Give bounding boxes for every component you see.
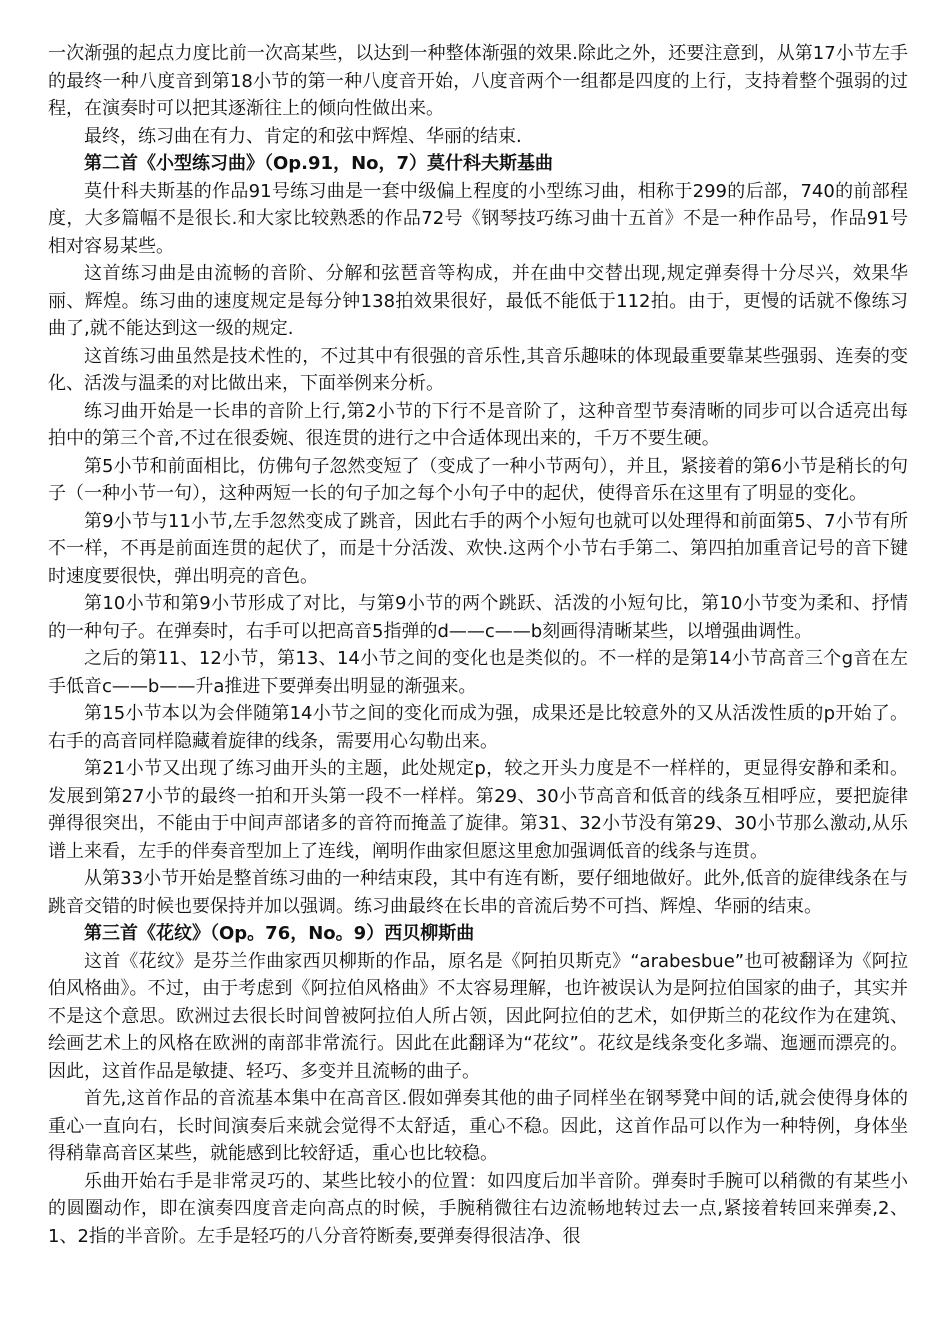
paragraph-bar-33-ending: 从第33小节开始是整首练习曲的一种结束段，其中有连有断，要仔细地做好。此外,低音的旋律线条在与跳音交错的时候也要保持并加以强调。练习曲最终在长串的音流后势不可挡、辉煌、华丽的结束。 bbox=[48, 868, 908, 917]
paragraph-bar-5-6: 第5小节和前面相比，仿佛句子忽然变短了（变成了一种小节两句），并且，紧接着的第6小节是稍长的句子（一种小节一句），这种两短一长的句子加之每个小句子中的起伏，使得音乐在这里有了明显的变化。 bbox=[48, 455, 908, 504]
section-heading-etude-2: 第二首《小型练习曲》（Op.91，No，7）莫什科夫斯基曲 bbox=[84, 153, 554, 174]
document-page bbox=[48, 40, 908, 1250]
section-heading-etude-3: 第三首《花纹》（Op。76，No。9）西贝柳斯曲 bbox=[84, 923, 475, 944]
paragraph-bar-15: 第15小节本以为会伴随第14小节之间的变化而成为强，成果还是比较意外的又从活泼性质的p开始了。右手的高音同样隐藏着旋律的线条，需要用心勾勒出来。 bbox=[48, 703, 908, 752]
paragraph-bar-10: 第10小节和第9小节形成了对比，与第9小节的两个跳跃、活泼的小短句比，第10小节变为柔和、抒情的一种句子。在弹奏时，右手可以把高音5指弹的d——c——b刻画得清晰某些，以增强曲调性。 bbox=[48, 593, 908, 642]
paragraph-arabesque-intro: 这首《花纹》是芬兰作曲家西贝柳斯的作品，原名是《阿拍贝斯克》“arabesbue”也可被翻译为《阿拉伯风格曲》。不过，由于考虑到《阿拉伯风格曲》不太容易理解，也许被误认为是阿拉伯国家的曲子，其实并不是这个意思。欧洲过去很长时间曾被阿拉伯人所占领，因此阿拉伯的艺术，如伊斯兰的花纹作为在建筑、绘画艺术上的风格在欧洲的南部非常流行。因此在此翻译为“花纹”。花纹是线条变化多端、迤逦而漂亮的。因此，这首作品是敏捷、轻巧、多变并且流畅的曲子。 bbox=[48, 950, 908, 1082]
paragraph-crescendo-continuation: 一次渐强的起点力度比前一次高某些，以达到一种整体渐强的效果.除此之外，还要注意到，从第17小节左手的最终一种八度音到第18小节的第一种八度音开始，八度音两个一组都是四度的上行，支持着整个强弱的过程，在演奏时可以把其逐渐往上的倾向性做出来。 bbox=[48, 43, 908, 119]
paragraph-seating-position: 首先,这首作品的音流基本集中在高音区.假如弹奏其他的曲子同样坐在钢琴凳中间的话,就会使得身体的重心一直向右，长时间演奏后来就会觉得不太舒适，重心不稳。因此，这首作品可以作为一种特例，身体坐得稍靠高音区某些，就能感到比较舒适，重心也比较稳。 bbox=[48, 1088, 908, 1164]
paragraph-bar-9-11: 第9小节与11小节,左手忽然变成了跳音，因此右手的两个小短句也就可以处理得和前面第5、7小节有所不一样，不再是前面连贯的起伏了，而是十分活泼、欢快.这两个小节右手第二、第四拍加重音记号的音下键时速度要很快，弹出明亮的音色。 bbox=[48, 510, 908, 587]
paragraph-ending-note: 最终，练习曲在有力、肯定的和弦中辉煌、华丽的结束. bbox=[84, 125, 522, 147]
paragraph-opening-scale: 练习曲开始是一长串的音阶上行,第2小节的下行不是音阶了，这种音型节奏清晰的同步可以合适亮出每拍中的第三个音,不过在很委婉、很连贯的进行之中合适体现出来的，千万不要生硬。 bbox=[48, 400, 908, 449]
paragraph-op91-intro: 莫什科夫斯基的作品91号练习曲是一套中级偏上程度的小型练习曲，相称于299的后部，740的前部程度，大多篇幅不是很长.和大家比较熟悉的作品72号《钢琴技巧练习曲十五首》不是一种作品号，作品91号相对容易某些。 bbox=[48, 180, 908, 257]
paragraph-opening-right-hand: 乐曲开始右手是非常灵巧的、某些比较小的位置：如四度后加半音阶。弹奏时手腕可以稍微的有某些小的圆圈动作，即在演奏四度音走向高点的时候，手腕稍微往右边流畅地转过去一点,紧接着转回来弹奏,2、1、2指的半音阶。左手是轻巧的八分音符断奏,要弹奏得很洁净、很 bbox=[48, 1170, 908, 1247]
paragraph-bar-21-32: 第21小节又出现了练习曲开头的主题，此处规定p，较之开头力度是不一样样的，更显得安静和柔和。发展到第27小节的最终一拍和开头第一段不一样样。第29、30小节高音和低音的线条互相呼应，要把旋律弹得很突出，不能由于中间声部诸多的音符而掩盖了旋律。第31、32小节没有第29、30小节那么激动,从乐谱上来看，左手的伴奏音型加上了连线，阐明作曲家但愿这里愈加强调低音的线条与连贯。 bbox=[48, 758, 908, 862]
paragraph-musicality: 这首练习曲虽然是技术性的，不过其中有很强的音乐性,其音乐趣味的体现最重要靠某些强弱、连奏的变化、活泼与温柔的对比做出来，下面举例来分析。 bbox=[48, 345, 908, 394]
paragraph-bar-11-14: 之后的第11、12小节，第13、14小节之间的变化也是类似的。不一样的是第14小节高音三个g音在左手低音c——b——升a推进下要弹奏出明显的渐强来。 bbox=[48, 648, 908, 697]
paragraph-structure-tempo: 这首练习曲是由流畅的音阶、分解和弦琶音等构成，并在曲中交替出现,规定弹奏得十分尽兴，效果华丽、辉煌。练习曲的速度规定是每分钟138拍效果很好，最低不能低于112拍。由于，更慢的话就不像练习曲了,就不能达到这一级的规定. bbox=[48, 263, 908, 339]
